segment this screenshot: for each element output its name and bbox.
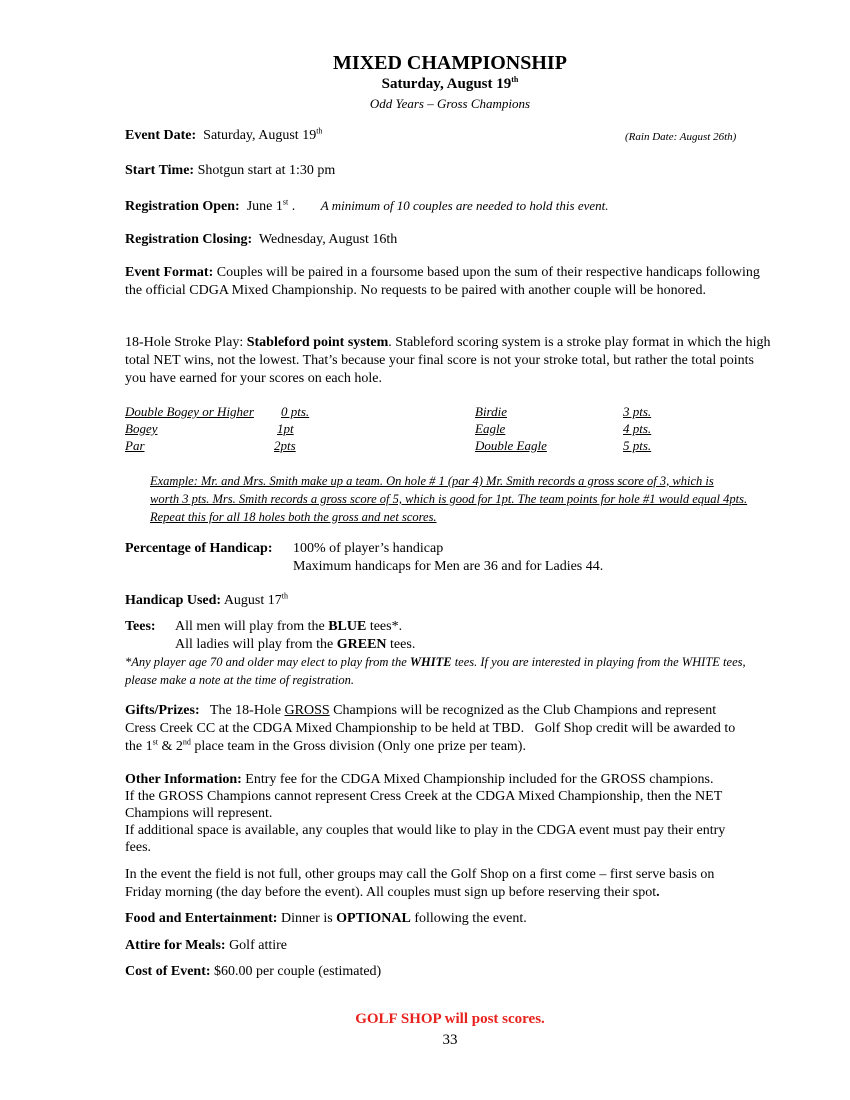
gifts-line-2: Cress Creek CC at the CDGA Mixed Championship to be held at TBD. Golf Shop credit will be awarded to — [125, 721, 736, 736]
points-left-value-2: 2pts — [274, 438, 296, 453]
gifts-line3-c: place team in the Gross division (Only one prize per team). — [190, 739, 526, 754]
tees-men-prefix: All men will play from the — [175, 619, 329, 634]
gifts-sup-2: nd — [182, 737, 191, 747]
tees-note-line-2: please make a note at the time of registration. — [125, 673, 355, 687]
registration-open-sup: st — [282, 197, 289, 207]
subtitle: Odd Years – Gross Champions — [369, 96, 531, 111]
field-note-line-2 — [125, 884, 660, 902]
date-heading-sup: th — [511, 75, 519, 84]
stroke-play-text: . Stableford scoring system is a stroke play format in which the high total NET wins, not the lowest. That’s because your final score is not your stroke total, but rather the total points you have earned for your scores on each hole. — [125, 335, 771, 386]
registration-open-suffix: . — [288, 199, 296, 214]
attire-label: Attire for Meals: — [125, 938, 226, 953]
stroke-play-bold: Stableford point system — [246, 335, 389, 350]
event-date-line — [125, 127, 322, 145]
cost-label: Cost of Event: — [125, 964, 211, 979]
event-date-heading — [0, 75, 850, 93]
field-note-text-2: Friday morning (the day before the event). All couples must sign up before reserving their spot — [125, 885, 657, 900]
gifts-sup-1: st — [152, 737, 158, 747]
registration-open-line — [125, 197, 609, 216]
event-format-text: Couples will be paired in a foursome based upon the sum of their respective handicaps following the official CDGA Mixed Championship. No requests to be paired with another couple will be honored. — [125, 265, 760, 298]
points-right-value-1: 4 pts. — [623, 421, 652, 436]
handicap-used-label: Handicap Used: — [125, 593, 222, 608]
gifts-line-3 — [125, 738, 526, 756]
registration-closing-line — [125, 231, 397, 249]
food-line — [125, 910, 527, 928]
other-info-line-5: fees. — [125, 840, 152, 855]
other-info-line-2: If the GROSS Champions cannot represent Cress Creek at the CDGA Mixed Championship, then the NET — [125, 789, 723, 804]
other-info-line-3: Champions will represent. — [125, 806, 273, 821]
tees-men-color: BLUE — [328, 619, 367, 634]
handicap-used-value: August 17 — [223, 593, 282, 608]
points-right-value-2: 5 pts. — [623, 438, 652, 453]
points-right-label-2: Double Eagle — [475, 438, 547, 453]
stroke-play-paragraph — [125, 334, 777, 388]
tees-label-wrap — [125, 618, 156, 636]
registration-minimum-note: A minimum of 10 couples are needed to hold this event. — [320, 198, 609, 213]
gifts-line3-b: & 2 — [157, 739, 183, 754]
points-right-value-0: 3 pts. — [623, 404, 652, 419]
attire-value: Golf attire — [225, 938, 287, 953]
gifts-line-1 — [125, 702, 716, 720]
points-left-label-0: Double Bogey or Higher — [125, 404, 254, 419]
tees-label: Tees: — [125, 619, 156, 634]
stroke-play-prefix: 18-Hole Stroke Play: — [125, 335, 244, 350]
gifts-label: Gifts/Prizes: — [125, 703, 200, 718]
page-number: 33 — [442, 1032, 458, 1048]
gifts-line1-rest: Champions will be recognized as the Club Champions and represent — [329, 703, 717, 718]
event-format-paragraph — [125, 264, 777, 300]
page-title: MIXED CHAMPIONSHIP — [333, 52, 567, 74]
tees-note-line-1 — [125, 653, 746, 671]
tees-ladies-suffix: tees. — [386, 637, 416, 652]
date-heading-text: Saturday, August 19 — [381, 76, 512, 92]
tees-ladies-color: GREEN — [336, 637, 387, 652]
rain-date: (Rain Date: August 26th) — [625, 131, 737, 143]
other-info-text-1: Entry fee for the CDGA Mixed Championship included for the GROSS champions. — [241, 772, 714, 787]
example-line-2: worth 3 pts. Mrs. Smith records a gross score of 5, which is good for 1pt. The team points for hole #1 would equal 4pts. — [150, 492, 748, 506]
handicap-used-sup: th — [281, 591, 288, 601]
start-time-line — [125, 162, 335, 180]
registration-closing-value: Wednesday, August 16th — [258, 232, 398, 247]
other-info-line-1 — [125, 771, 713, 789]
other-info-label: Other Information: — [125, 772, 242, 787]
registration-open-value: June 1 — [246, 199, 283, 214]
handicap-pct-value: 100% of player’s handicap — [293, 541, 444, 556]
field-note-period: . — [656, 885, 660, 900]
gifts-line3-a: the 1 — [125, 739, 153, 754]
field-note-line-1: In the event the field is not full, other groups may call the Golf Shop on a first come – first serve basis on — [125, 867, 715, 882]
example-line-3: Repeat this for all 18 holes both the gross and net scores. — [150, 510, 437, 524]
cost-value: $60.00 per couple (estimated) — [210, 964, 382, 979]
event-date-sup: th — [316, 126, 323, 136]
points-left-value-1: 1pt — [277, 421, 294, 436]
points-left-value-0: 0 pts. — [281, 404, 310, 419]
start-time-label: Start Time: — [125, 163, 195, 178]
tees-note-suffix: tees. If you are interested in playing from the WHITE tees, — [451, 655, 746, 669]
tees-ladies-line — [175, 636, 415, 654]
points-right-label-1: Eagle — [475, 421, 506, 436]
points-right-label-0: Birdie — [475, 404, 508, 419]
tees-ladies-prefix: All ladies will play from the — [175, 637, 337, 652]
food-post: following the event. — [410, 911, 527, 926]
gifts-pre: The 18-Hole — [199, 703, 285, 718]
handicap-pct-line — [125, 540, 273, 558]
other-info-line-4: If additional space is available, any couples that would like to play in the CDGA event must pay their entry — [125, 823, 726, 838]
tees-men-line — [175, 618, 402, 636]
event-format-label: Event Format: — [125, 265, 214, 280]
handicap-max-value: Maximum handicaps for Men are 36 and for Ladies 44. — [293, 559, 604, 574]
tees-note-prefix: *Any player age 70 and older may elect to play from the — [125, 655, 410, 669]
food-pre: Dinner is — [277, 911, 337, 926]
food-label: Food and Entertainment: — [125, 911, 278, 926]
attire-line — [125, 937, 287, 955]
points-left-label-2: Par — [125, 438, 145, 453]
example-line-1: Example: Mr. and Mrs. Smith make up a team. On hole # 1 (par 4) Mr. Smith records a gross score of 3, which is — [150, 474, 714, 488]
handicap-used-line — [125, 592, 288, 610]
event-date-value: Saturday, August 19 — [203, 128, 317, 143]
registration-open-label: Registration Open: — [125, 199, 240, 214]
cost-line — [125, 963, 381, 981]
food-bold: OPTIONAL — [336, 911, 411, 926]
tees-note-bold: WHITE — [409, 655, 452, 669]
event-date-label: Event Date: — [125, 128, 197, 143]
registration-closing-label: Registration Closing: — [125, 232, 253, 247]
golf-shop-notice: GOLF SHOP will post scores. — [355, 1011, 545, 1027]
gifts-gross: GROSS — [284, 703, 330, 718]
handicap-pct-label: Percentage of Handicap: — [125, 541, 273, 556]
points-left-label-1: Bogey — [125, 421, 158, 436]
start-time-value: Shotgun start at 1:30 pm — [197, 163, 336, 178]
tees-men-suffix: tees*. — [366, 619, 403, 634]
